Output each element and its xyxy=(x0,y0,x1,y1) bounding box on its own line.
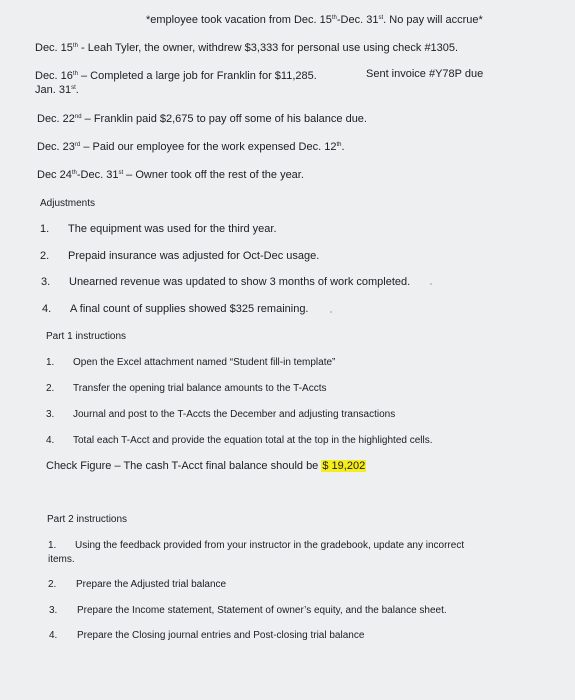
date-suffix: st xyxy=(118,170,124,176)
transaction-date: Dec. 16 xyxy=(35,70,73,82)
item-text: Transfer the opening trial balance amounts to the T-Accts xyxy=(73,383,327,394)
transaction-text: – Franklin paid $2,675 to pay off some of his balance due. xyxy=(81,113,367,125)
item-text: Prepare the Adjusted trial balance xyxy=(76,579,227,590)
transaction-date: Dec. 23 xyxy=(37,141,75,153)
adjustment-item xyxy=(41,276,410,289)
item-text: Prepaid insurance was adjusted for Oct-Dec usage. xyxy=(68,250,320,262)
part2-item-continued: items. xyxy=(48,554,75,565)
transaction-text: – Completed a large job for Franklin for $11,285. xyxy=(77,70,317,82)
date-suffix: th xyxy=(336,142,342,148)
part2-item xyxy=(49,604,447,617)
part2-heading: Part 2 instructions xyxy=(47,514,128,525)
speck xyxy=(430,283,432,285)
part2-item xyxy=(48,578,226,591)
item-number: 4. xyxy=(42,303,52,315)
note-text: -Dec. 31 xyxy=(336,14,379,26)
item-number: 1. xyxy=(48,540,57,551)
note-text: *employee took vacation from Dec. 15 xyxy=(146,14,332,26)
transaction-dec-22 xyxy=(37,113,367,126)
transaction-dec-16 xyxy=(35,70,317,83)
transaction-dec-16-continued xyxy=(35,84,79,97)
transaction-dec-23 xyxy=(37,141,345,154)
part2-item xyxy=(48,539,464,552)
part2-item xyxy=(49,629,364,642)
transaction-text: – Owner took off the rest of the year. xyxy=(123,169,304,181)
item-number: 4. xyxy=(46,435,55,446)
part1-item xyxy=(46,408,395,421)
date-suffix: th xyxy=(72,71,78,77)
check-figure-text: Check Figure – The cash T-Acct final balance should be xyxy=(46,460,322,472)
transaction-text: – Paid our employee for the work expensed Dec. 12 xyxy=(80,141,337,153)
item-text: Unearned revenue was updated to show 3 months of work completed. xyxy=(69,276,411,288)
transaction-text: Jan. 31 xyxy=(35,84,72,96)
date-suffix: nd xyxy=(74,114,82,120)
part1-item xyxy=(46,382,326,395)
item-text: Open the Excel attachment named “Student fill-in template” xyxy=(73,357,336,368)
transaction-date: Dec. 22 xyxy=(37,113,75,125)
date-suffix: rd xyxy=(74,142,81,148)
transaction-date: Dec. 15 xyxy=(35,42,73,54)
adjustment-item xyxy=(42,303,309,316)
item-number: 3. xyxy=(49,605,58,616)
item-number: 3. xyxy=(46,409,55,420)
date-suffix: st xyxy=(71,85,76,91)
item-text: Total each T-Acct and provide the equation total at the top in the highlighted cells. xyxy=(73,435,433,446)
item-text: Journal and post to the T-Accts the December and adjusting transactions xyxy=(73,409,396,420)
item-number: 2. xyxy=(48,579,57,590)
adjustments-heading: Adjustments xyxy=(40,198,96,209)
check-figure xyxy=(46,460,366,473)
transaction-text: . xyxy=(75,84,79,96)
adjustment-item xyxy=(40,250,319,263)
item-text: Prepare the Income statement, Statement of owner’s equity, and the balance sheet. xyxy=(77,605,447,616)
transaction-date: Dec 24 xyxy=(37,169,72,181)
item-text: A final count of supplies showed $325 remaining. xyxy=(70,303,309,315)
speck xyxy=(330,311,332,313)
part1-item xyxy=(46,434,433,447)
note-text: . No pay will accrue* xyxy=(383,14,483,26)
transaction-dec-24-31 xyxy=(37,169,304,182)
note-sup: th xyxy=(331,15,337,21)
vacation-note xyxy=(146,14,483,27)
transaction-text: - Leah Tyler, the owner, withdrew $3,333 for personal use using check #1305. xyxy=(77,42,459,54)
item-text: Using the feedback provided from your instructor in the gradebook, update any incorrect xyxy=(75,540,465,551)
transaction-text: . xyxy=(341,141,345,153)
item-text: Prepare the Closing journal entries and Post-closing trial balance xyxy=(77,630,365,641)
item-number: 2. xyxy=(40,250,50,262)
item-number: 1. xyxy=(46,357,55,368)
note-sup: st xyxy=(378,15,384,21)
check-figure-value: $ 19,202 xyxy=(322,460,366,472)
item-number: 4. xyxy=(49,630,58,641)
part1-item xyxy=(46,356,335,369)
part1-heading: Part 1 instructions xyxy=(46,331,127,342)
item-number: 2. xyxy=(46,383,55,394)
item-text: The equipment was used for the third year. xyxy=(68,223,277,235)
item-number: 3. xyxy=(41,276,51,288)
adjustment-item xyxy=(40,223,277,236)
transaction-text: -Dec. 31 xyxy=(76,169,119,181)
date-suffix: th xyxy=(72,43,78,49)
item-number: 1. xyxy=(40,223,50,235)
invoice-note: Sent invoice #Y78P due xyxy=(366,68,484,80)
date-suffix: th xyxy=(71,170,77,176)
transaction-dec-15 xyxy=(35,42,458,55)
